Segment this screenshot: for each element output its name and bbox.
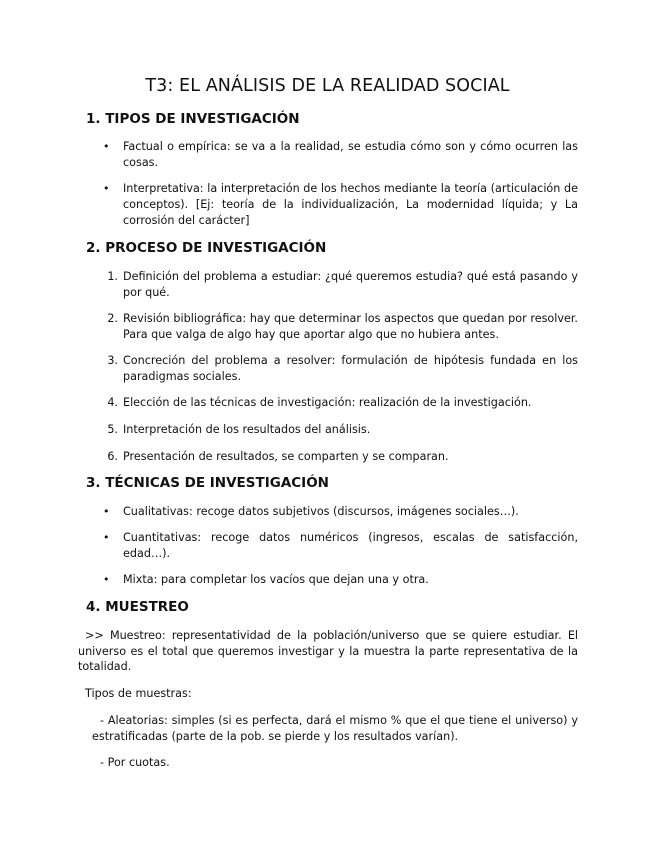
bullet-glyph: •	[103, 505, 110, 518]
list-item: Presentación de resultados, se comparten y se comparan.	[123, 450, 449, 463]
list-number: 5.	[107, 423, 118, 436]
bullet-glyph: •	[103, 531, 110, 544]
list-number: 1.	[107, 270, 118, 283]
list-item: Definición del problema a estudiar: ¿qué queremos estudia? qué está pasando y por qué.	[123, 270, 578, 299]
list-item: Mixta: para completar los vacíos que dejan una y otra.	[123, 573, 429, 586]
list-number: 6.	[107, 450, 118, 463]
list-item: Revisión bibliográfica: hay que determinar los aspectos que quedan por resolver. Para que valga de algo hay que aportar algo que no hubiera antes.	[123, 312, 578, 341]
bullet-glyph: •	[103, 182, 110, 195]
page-title: T3: EL ANÁLISIS DE LA REALIDAD SOCIAL	[145, 76, 510, 96]
list-number: 2.	[107, 312, 118, 325]
list-item: Factual o empírica: se va a la realidad, se estudia cómo son y cómo ocurren las cosas.	[123, 140, 578, 169]
list-item: Cualitativas: recoge datos subjetivos (discursos, imágenes sociales…).	[123, 505, 519, 518]
section-heading-muestreo: 4. MUESTREO	[86, 599, 189, 615]
list-item: Cuantitativas: recoge datos numéricos (ingresos, escalas de satisfacción, edad…).	[123, 531, 578, 560]
list-item: Interpretativa: la interpretación de los hechos mediante la teoría (articulación de conceptos). [Ej: teoría de la individualización, La modernidad líquida; y La corrosión del carácter]	[123, 182, 578, 227]
section-heading-proceso: 2. PROCESO DE INVESTIGACIÓN	[86, 240, 327, 256]
paragraph-cuotas: - Por cuotas.	[100, 756, 170, 769]
section-heading-tipos: 1. TIPOS DE INVESTIGACIÓN	[86, 111, 300, 127]
list-number: 4.	[107, 396, 118, 409]
section-heading-tecnicas: 3. TÉCNICAS DE INVESTIGACIÓN	[86, 475, 329, 491]
bullet-glyph: •	[103, 573, 110, 586]
paragraph-tipos: Tipos de muestras:	[85, 687, 192, 700]
list-item: Elección de las técnicas de investigación: realización de la investigación.	[123, 396, 532, 409]
list-number: 3.	[107, 354, 118, 367]
list-item: Interpretación de los resultados del análisis.	[123, 423, 371, 436]
bullet-glyph: •	[103, 140, 110, 153]
paragraph-aleatorias: - Aleatorias: simples (si es perfecta, dará el mismo % que el que tiene el universo) y estratificadas (parte de la pob. se pierde y los resultados varían).	[92, 714, 578, 743]
paragraph-muestreo: >> Muestreo: representatividad de la población/universo que se quiere estudiar. El universo es el total que queremos investigar y la muestra la parte representativa de la totalidad.	[78, 629, 578, 673]
list-item: Concreción del problema a resolver: formulación de hipótesis fundada en los paradigmas sociales.	[123, 354, 578, 383]
